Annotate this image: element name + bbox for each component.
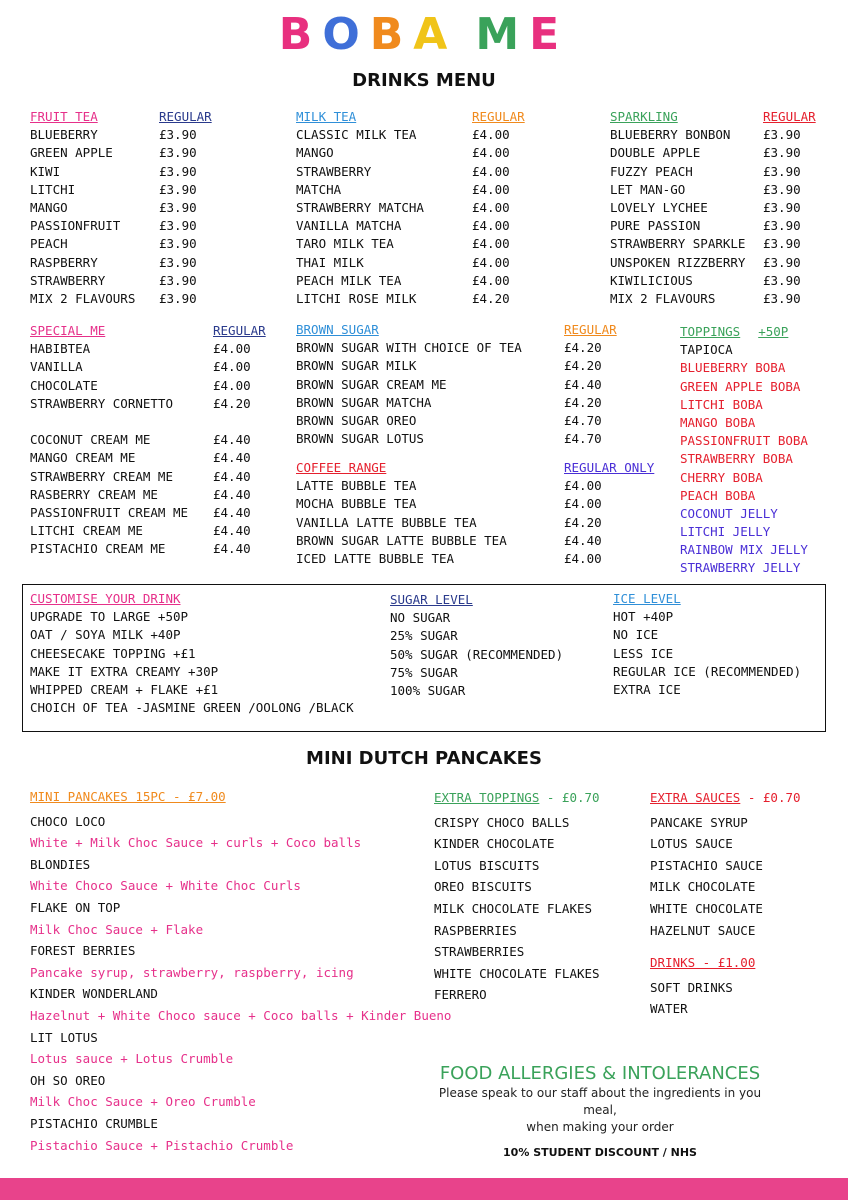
section-header xyxy=(434,787,600,809)
item-name: STRAWBERRY xyxy=(30,272,106,288)
discount-note: 10% STUDENT DISCOUNT / NHS xyxy=(503,1146,697,1159)
topping-item: LITCHI JELLY xyxy=(680,524,771,540)
topping-item: TAPIOCA xyxy=(680,342,733,358)
item-price: £4.00 xyxy=(564,478,602,494)
topping-item: RAINBOW MIX JELLY xyxy=(680,542,808,558)
logo-letter: B xyxy=(278,9,323,60)
logo-letter: M xyxy=(475,9,530,60)
list-item: LOTUS SAUCE xyxy=(650,836,733,852)
item-price: £4.00 xyxy=(472,163,510,179)
section-title: SPARKLING xyxy=(610,109,678,124)
list-item: STRAWBERRIES xyxy=(434,944,525,960)
section-price: - £0.70 xyxy=(539,790,600,805)
item-price: £3.90 xyxy=(159,181,197,197)
item-name: BROWN SUGAR LOTUS xyxy=(296,431,424,447)
pancake-name: PISTACHIO CRUMBLE xyxy=(30,1115,158,1131)
pancake-description: Milk Choc Sauce + Oreo Crumble xyxy=(30,1094,256,1110)
list-item: NO ICE xyxy=(613,627,659,643)
price-column-header: REGULAR xyxy=(763,109,816,124)
item-price: £4.20 xyxy=(564,514,602,530)
section-title: EXTRA TOPPINGS xyxy=(434,790,540,805)
item-name: CHOCOLATE xyxy=(30,377,98,393)
extra-toppings-section xyxy=(434,787,600,1006)
topping-item: STRAWBERRY JELLY xyxy=(680,560,801,576)
pancake-description: Lotus sauce + Lotus Crumble xyxy=(30,1051,234,1067)
item-name: BROWN SUGAR OREO xyxy=(296,412,417,428)
item-name: LITCHI xyxy=(30,181,76,197)
pancake-description: Hazelnut + White Choco sauce + Coco balls + Kinder Bueno xyxy=(30,1007,452,1023)
logo-letter: O xyxy=(322,9,370,60)
item-name: PEACH MILK TEA xyxy=(296,272,402,288)
topping-item: COCONUT JELLY xyxy=(680,505,778,521)
topping-item: LITCHI BOBA xyxy=(680,396,763,412)
footer-bar xyxy=(0,1178,848,1200)
item-price: £4.00 xyxy=(472,127,510,143)
list-item: CRISPY CHOCO BALLS xyxy=(434,814,570,830)
item-price: £4.00 xyxy=(472,199,510,215)
list-item: HAZELNUT SAUCE xyxy=(650,922,756,938)
list-item: OAT / SOYA MILK +40P xyxy=(30,627,181,643)
item-price: £4.00 xyxy=(472,145,510,161)
toppings-price: +50P xyxy=(758,324,789,339)
item-price: £4.40 xyxy=(213,450,251,466)
topping-item: GREEN APPLE BOBA xyxy=(680,378,801,394)
item-name: VANILLA MATCHA xyxy=(296,218,402,234)
item-name: MIX 2 FLAVOURS xyxy=(610,290,716,306)
item-name: RASPBERRY xyxy=(30,254,98,270)
item-price: £3.90 xyxy=(159,218,197,234)
list-item: MILK CHOCOLATE FLAKES xyxy=(434,900,593,916)
list-item: WHIPPED CREAM + FLAKE +£1 xyxy=(30,681,219,697)
drinks-section xyxy=(650,952,755,1020)
section-title: MINI PANCAKES 15PC - £7.00 xyxy=(30,789,226,804)
item-name: TARO MILK TEA xyxy=(296,236,394,252)
topping-item: PASSIONFRUIT BOBA xyxy=(680,433,808,449)
section-header xyxy=(390,591,563,609)
item-price: £3.90 xyxy=(159,199,197,215)
item-price: £3.90 xyxy=(159,272,197,288)
logo-letter: B xyxy=(369,9,414,60)
item-name: PEACH xyxy=(30,236,68,252)
item-name: BROWN SUGAR WITH CHOICE OF TEA xyxy=(296,340,522,356)
item-price: £3.90 xyxy=(159,127,197,143)
list-item: REGULAR ICE (RECOMMENDED) xyxy=(613,663,802,679)
item-name: KIWILICIOUS xyxy=(610,272,693,288)
item-name: MANGO xyxy=(296,145,334,161)
topping-item: STRAWBERRY BOBA xyxy=(680,451,793,467)
item-name: BROWN SUGAR LATTE BUBBLE TEA xyxy=(296,532,507,548)
item-name: STRAWBERRY xyxy=(296,163,372,179)
price-column-header: REGULAR xyxy=(472,109,525,124)
pancake-description: Pancake syrup, strawberry, raspberry, icing xyxy=(30,964,354,980)
item-name: UNSPOKEN RIZZBERRY xyxy=(610,254,746,270)
logo-letter: E xyxy=(529,9,570,60)
item-price: £3.90 xyxy=(763,163,801,179)
item-price: £4.20 xyxy=(472,290,510,306)
list-item: CHEESECAKE TOPPING +£1 xyxy=(30,645,196,661)
item-price: £4.40 xyxy=(213,468,251,484)
section-price: - £0.70 xyxy=(740,790,801,805)
list-item: MILK CHOCOLATE xyxy=(650,879,756,895)
allergy-notice xyxy=(430,1063,770,1161)
topping-item: BLUEBERRY BOBA xyxy=(680,360,786,376)
item-name: STRAWBERRY CREAM ME xyxy=(30,468,173,484)
item-name: STRAWBERRY MATCHA xyxy=(296,199,424,215)
item-name: PASSIONFRUIT CREAM ME xyxy=(30,504,189,520)
item-price: £4.40 xyxy=(213,432,251,448)
item-name: PASSIONFRUIT xyxy=(30,218,121,234)
item-price: £3.90 xyxy=(159,290,197,306)
list-item: OREO BISCUITS xyxy=(434,879,532,895)
list-item: SOFT DRINKS xyxy=(650,979,733,995)
list-item: PANCAKE SYRUP xyxy=(650,814,748,830)
list-item: UPGRADE TO LARGE +50P xyxy=(30,609,189,625)
section-title: TOPPINGS xyxy=(680,324,741,339)
item-price: £3.90 xyxy=(763,181,801,197)
toppings-section xyxy=(680,323,808,578)
item-name: BROWN SUGAR MATCHA xyxy=(296,394,432,410)
item-price: £3.90 xyxy=(159,236,197,252)
item-name: LITCHI ROSE MILK xyxy=(296,290,417,306)
pancake-name: OH SO OREO xyxy=(30,1072,106,1088)
price-column-header: REGULAR xyxy=(159,109,212,124)
pancake-name: BLONDIES xyxy=(30,856,91,872)
extra-sauces-section xyxy=(650,787,801,941)
item-price: £4.00 xyxy=(564,496,602,512)
item-name: MANGO xyxy=(30,199,68,215)
item-price: £3.90 xyxy=(159,254,197,270)
list-item: LOTUS BISCUITS xyxy=(434,857,540,873)
pancake-name: FOREST BERRIES xyxy=(30,943,136,959)
item-name: CLASSIC MILK TEA xyxy=(296,127,417,143)
item-price: £4.20 xyxy=(564,358,602,374)
list-item: NO SUGAR xyxy=(390,610,451,626)
item-price: £3.90 xyxy=(763,290,801,306)
list-item: 100% SUGAR xyxy=(390,682,466,698)
list-item: 75% SUGAR xyxy=(390,664,458,680)
item-price: £3.90 xyxy=(763,127,801,143)
pancake-description: White Choco Sauce + White Choc Curls xyxy=(30,878,301,894)
section-header xyxy=(613,590,801,608)
item-name: STRAWBERRY CORNETTO xyxy=(30,395,173,411)
item-price: £4.00 xyxy=(472,254,510,270)
brand-logo xyxy=(0,10,848,60)
section-title: DRINKS - £1.00 xyxy=(650,955,756,970)
item-price: £3.90 xyxy=(763,199,801,215)
list-item: WHITE CHOCOLATE xyxy=(650,900,763,916)
list-item: HOT +40P xyxy=(613,609,674,625)
pancake-description: Pistachio Sauce + Pistachio Crumble xyxy=(30,1137,294,1153)
price-column-header: REGULAR xyxy=(213,323,266,338)
item-name: LET MAN-GO xyxy=(610,181,686,197)
pancake-name: LIT LOTUS xyxy=(30,1029,98,1045)
item-name: ICED LATTE BUBBLE TEA xyxy=(296,550,455,566)
topping-item: PEACH BOBA xyxy=(680,487,756,503)
topping-item: CHERRY BOBA xyxy=(680,469,763,485)
item-name: STRAWBERRY SPARKLE xyxy=(610,236,746,252)
list-item: 25% SUGAR xyxy=(390,628,458,644)
list-item: 50% SUGAR (RECOMMENDED) xyxy=(390,646,564,662)
item-name: BLUEBERRY BONBON xyxy=(610,127,731,143)
allergy-line-2: when making your order xyxy=(526,1120,674,1134)
item-name: BLUEBERRY xyxy=(30,127,98,143)
price-column-header: REGULAR ONLY xyxy=(564,460,655,475)
item-price: £3.90 xyxy=(763,254,801,270)
item-name: RASBERRY CREAM ME xyxy=(30,486,158,502)
ice-level-section xyxy=(613,590,801,699)
customise-section xyxy=(30,590,354,717)
item-price: £4.40 xyxy=(213,541,251,557)
section-header xyxy=(30,590,354,608)
section-title: BROWN SUGAR xyxy=(296,322,379,337)
item-price: £4.20 xyxy=(564,394,602,410)
item-price: £4.00 xyxy=(472,272,510,288)
price-column-header: REGULAR xyxy=(564,322,617,337)
item-name: MANGO CREAM ME xyxy=(30,450,136,466)
list-item: CHOICH OF TEA -JASMINE GREEN /OOLONG /BLACK xyxy=(30,700,354,716)
mini-pancakes-section xyxy=(30,786,451,1156)
item-price: £4.70 xyxy=(564,412,602,428)
item-name: DOUBLE APPLE xyxy=(610,145,701,161)
list-item: PISTACHIO SAUCE xyxy=(650,857,763,873)
item-price: £4.00 xyxy=(213,341,251,357)
pancakes-title: MINI DUTCH PANCAKES xyxy=(306,748,542,769)
item-name: VANILLA xyxy=(30,359,83,375)
item-price: £3.90 xyxy=(159,145,197,161)
item-price: £4.40 xyxy=(213,486,251,502)
item-price: £4.00 xyxy=(472,181,510,197)
item-price: £4.20 xyxy=(213,395,251,411)
item-name: BROWN SUGAR CREAM ME xyxy=(296,376,447,392)
item-price: £3.90 xyxy=(763,218,801,234)
item-name: HABIBTEA xyxy=(30,341,91,357)
item-name: MOCHA BUBBLE TEA xyxy=(296,496,417,512)
section-title: CUSTOMISE YOUR DRINK xyxy=(30,591,181,606)
item-price: £4.00 xyxy=(213,359,251,375)
section-title: MILK TEA xyxy=(296,109,357,124)
section-header xyxy=(650,952,755,974)
sugar-level-section xyxy=(390,591,563,700)
section-title: ICE LEVEL xyxy=(613,591,681,606)
item-name: FUZZY PEACH xyxy=(610,163,693,179)
list-item: LESS ICE xyxy=(613,645,674,661)
list-item: WATER xyxy=(650,1001,688,1017)
section-title: EXTRA SAUCES xyxy=(650,790,741,805)
pancake-description: Milk Choc Sauce + Flake xyxy=(30,921,204,937)
section-title: SUGAR LEVEL xyxy=(390,592,473,607)
pancake-name: FLAKE ON TOP xyxy=(30,899,121,915)
item-price: £4.00 xyxy=(472,236,510,252)
item-name: COCONUT CREAM ME xyxy=(30,432,151,448)
item-price: £4.00 xyxy=(564,550,602,566)
item-price: £3.90 xyxy=(159,163,197,179)
section-title: FRUIT TEA xyxy=(30,109,98,124)
allergy-line-1: Please speak to our staff about the ingredients in you meal, xyxy=(438,1086,762,1117)
item-name: LATTE BUBBLE TEA xyxy=(296,478,417,494)
item-name: PISTACHIO CREAM ME xyxy=(30,541,166,557)
item-name: GREEN APPLE xyxy=(30,145,113,161)
section-header xyxy=(650,787,801,809)
list-item: KINDER CHOCOLATE xyxy=(434,836,555,852)
pancake-name: KINDER WONDERLAND xyxy=(30,986,158,1002)
list-item: MAKE IT EXTRA CREAMY +30P xyxy=(30,663,219,679)
item-price: £4.00 xyxy=(213,377,251,393)
list-item: EXTRA ICE xyxy=(613,681,681,697)
item-name: MIX 2 FLAVOURS xyxy=(30,290,136,306)
item-name: KIWI xyxy=(30,163,61,179)
item-name: BROWN SUGAR MILK xyxy=(296,358,417,374)
pancake-name: CHOCO LOCO xyxy=(30,813,106,829)
item-price: £3.90 xyxy=(763,145,801,161)
item-name: MATCHA xyxy=(296,181,342,197)
pancake-description: White + Milk Choc Sauce + curls + Coco balls xyxy=(30,835,362,851)
section-header xyxy=(680,323,808,341)
section-title: COFFEE RANGE xyxy=(296,460,387,475)
item-name: VANILLA LATTE BUBBLE TEA xyxy=(296,514,477,530)
item-price: £4.20 xyxy=(564,340,602,356)
item-price: £4.00 xyxy=(472,218,510,234)
item-name: LITCHI CREAM ME xyxy=(30,523,143,539)
list-item: RASPBERRIES xyxy=(434,922,517,938)
allergy-title: FOOD ALLERGIES & INTOLERANCES xyxy=(439,1063,761,1084)
item-price: £4.40 xyxy=(564,376,602,392)
logo-letter: A xyxy=(413,9,458,60)
list-item: FERRERO xyxy=(434,987,487,1003)
item-name: THAI MILK xyxy=(296,254,364,270)
list-item: WHITE CHOCOLATE FLAKES xyxy=(434,965,600,981)
item-price: £4.70 xyxy=(564,431,602,447)
item-price: £4.40 xyxy=(564,532,602,548)
item-price: £4.40 xyxy=(213,523,251,539)
item-price: £3.90 xyxy=(763,272,801,288)
item-name: LOVELY LYCHEE xyxy=(610,199,708,215)
item-name: PURE PASSION xyxy=(610,218,701,234)
item-price: £4.40 xyxy=(213,504,251,520)
topping-item: MANGO BOBA xyxy=(680,414,756,430)
drinks-menu-title: DRINKS MENU xyxy=(352,70,496,91)
section-title: SPECIAL ME xyxy=(30,323,106,338)
item-price: £3.90 xyxy=(763,236,801,252)
